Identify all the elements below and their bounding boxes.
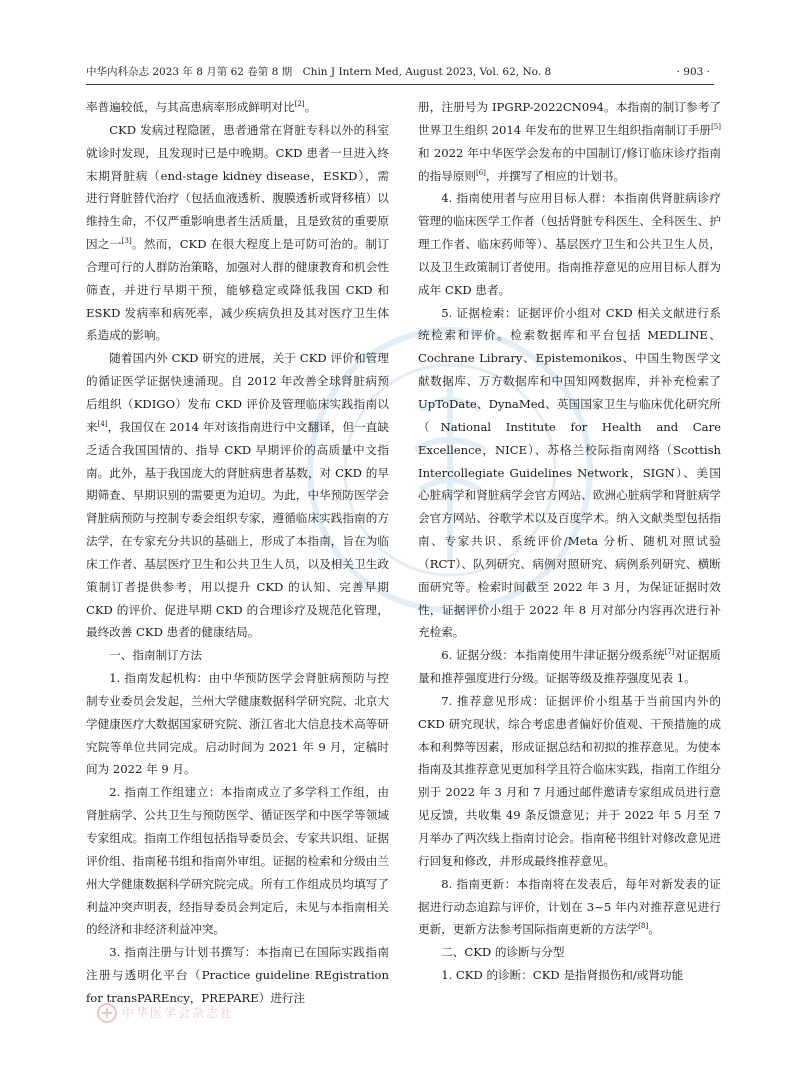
paragraph-5: 3. 指南注册与计划书撰写：本指南已在国际实践指南注册与透明化平台（Practice guideline REgistration for transPAREncy，PREPARE）进行注	[86, 945, 389, 1005]
paragraph-9: 6. 证据分级：本指南使用牛津证据分级系统[7]对证据质量和推荐强度进行分级。证据等级及推荐强度见表 1。	[418, 648, 721, 686]
right-column	[418, 96, 721, 987]
paragraph-0: 率普遍较低，与其高患病率形成鲜明对比[2]。	[86, 100, 317, 114]
paragraph-7: 4. 指南使用者与应用目标人群：本指南供肾脏病诊疗管理的临床医学工作者（包括肾脏专科医生、全科医生、护理工作者、临床药师等）、基层医疗卫生和公共卫生人员，以及卫生政策制订者使用。指南推荐意见的应用目标人群为成年 CKD 患者。	[418, 191, 721, 297]
page-number: · 903 ·	[676, 66, 710, 78]
paragraph-4: 2. 指南工作组建立：本指南成立了多学科工作组，由肾脏病学、公共卫生与预防医学、循证医学和中医学等领域专家组成。指南工作组包括指导委员会、专家共识组、证据评价组、指南秘书组和指南外审组。证据的检索和分级由兰州大学健康数据科学研究院完成。所有工作组成员均填写了利益冲突声明表，经指导委员会判定后，未见与本指南相关的经济和非经济利益冲突。	[86, 785, 389, 937]
section-heading-diagnosis: 二、CKD 的诊断与分型	[441, 945, 565, 960]
paragraph-6: 册，注册号为 IPGRP-2022CN094。本指南的制订参考了世界卫生组织 2014 年发布的世界卫生组织指南制订手册[5]和 2022 年中华医学会发布的中国制订/修订临床诊疗指南的指导原则[6]，并撰写了相应的计划书。	[418, 100, 721, 183]
paragraph-12: 1. CKD 的诊断：CKD 是指肾损伤和/或肾功能	[441, 968, 684, 983]
publisher-name: 中华医学会杂志社	[122, 1006, 235, 1020]
section-heading-methods: 一、指南制订方法	[109, 648, 202, 663]
left-column	[86, 96, 389, 1010]
paragraph-11: 8. 指南更新：本指南将在发表后，每年对新发表的证据进行动态追踪与评价，计划在 3~5 年内对推荐意见进行更新，更新方法参考国际指南更新的方法学[8]。	[418, 876, 721, 937]
paragraph-8: 5. 证据检索：证据评价小组对 CKD 相关文献进行系统检索和评价。检索数据库和平台包括 MEDLINE、Cochrane Library、Epistemonikos、中国生物医学文献数据库、万方数据库和中国知网数据库，并补充检索了 UpToDate、DynaMed、英国国家卫生与临床优化研究所（National Institute for Health and Care Excellence，NICE）、苏格兰校际指南网络（Scottish Intercollegiate Guidelines Network，SIGN）、美国心脏病学和肾脏病学会官方网站、欧洲心脏病学和肾脏病学会官方网站、谷歌学术以及百度学术。纳入文献类型包括指南、专家共识、系统评价/Meta 分析、随机对照试验（RCT）、队列研究、病例对照研究、病例系列研究、横断面研究等。检索时间截至 2022 年 3 月，为保证证据时效性，证据评价小组于 2022 年 8 月对部分内容再次进行补充检索。	[418, 305, 721, 640]
paragraph-3: 1. 指南发起机构：由中华预防医学会肾脏病预防与控制专业委员会发起，兰州大学健康数据科学研究院、北京大学健康医疗大数据国家研究院、浙江省北大信息技术高等研究院等单位共同完成。启动时间为 2021 年 9 月，定稿时间为 2022 年 9 月。	[86, 671, 389, 777]
paragraph-1: CKD 发病过程隐匿，患者通常在肾脏专科以外的科室就诊时发现，且发现时已是中晚期。CKD 患者一旦进入终末期肾脏病（end-stage kidney disease，ESKD），需进行肾脏替代治疗（包括血液透析、腹膜透析或肾移植）以维持生命，不仅严重影响患者生活质量，且是致贫的重要原因之一[3]。然而，CKD 在很大程度上是可防可治的。制订合理可行的人群防治策略，加强对人群的健康教育和机会性筛查，并进行早期干预，能够稳定或降低我国 CKD 和 ESKD 发病率和病死率，减少疾病负担及其对医疗卫生体系造成的影响。	[86, 122, 389, 343]
journal-citation: 中华内科杂志 2023 年 8 月第 62 卷第 8 期 Chin J Intern Med, August 2023, Vol. 62, No. 8	[86, 66, 552, 78]
paragraph-2: 随着国内外 CKD 研究的进展，关于 CKD 评价和管理的循证医学证据快速涌现。自 2012 年改善全球肾脏病预后组织（KDIGO）发布 CKD 评价及管理临床实践指南以来[4]，我国仅在 2014 年对该指南进行中文翻译，但一直缺乏适合我国国情的、指导 CKD 早期评价的高质量中文指南。此外，基于我国庞大的肾脏病患者基数，对 CKD 的早期筛查、早期识别的需要更为迫切。为此，中华预防医学会肾脏病预防与控制专委会组织专家，遵循临床实践指南的方法学，在专家充分共识的基础上，形成了本指南，旨在为临床工作者、基层医疗卫生和公共卫生人员，以及相关卫生政策制订者提供参考，用以提升 CKD 的认知、完善早期 CKD 的评价、促进早期 CKD 的合理诊疗及规范化管理，最终改善 CKD 患者的健康结局。	[86, 351, 389, 640]
paragraph-10: 7. 推荐意见形成：证据评价小组基于当前国内外的 CKD 研究现状，综合考虑患者偏好价值观、干预措施的成本和利弊等因素，形成证据总结和初拟的推荐意见。为使本指南及其推荐意见更加科学且符合临床实践，指南工作组分别于 2022 年 3 月和 7 月通过邮件邀请专家组成员进行意见反馈，共收集 49 条反馈意见；并于 2022 年 5 月至 7 月举办了两次线上指南讨论会。指南秘书组针对修改意见进行回复和修改，并形成最终推荐意见。	[418, 693, 721, 868]
running-header	[86, 62, 714, 85]
